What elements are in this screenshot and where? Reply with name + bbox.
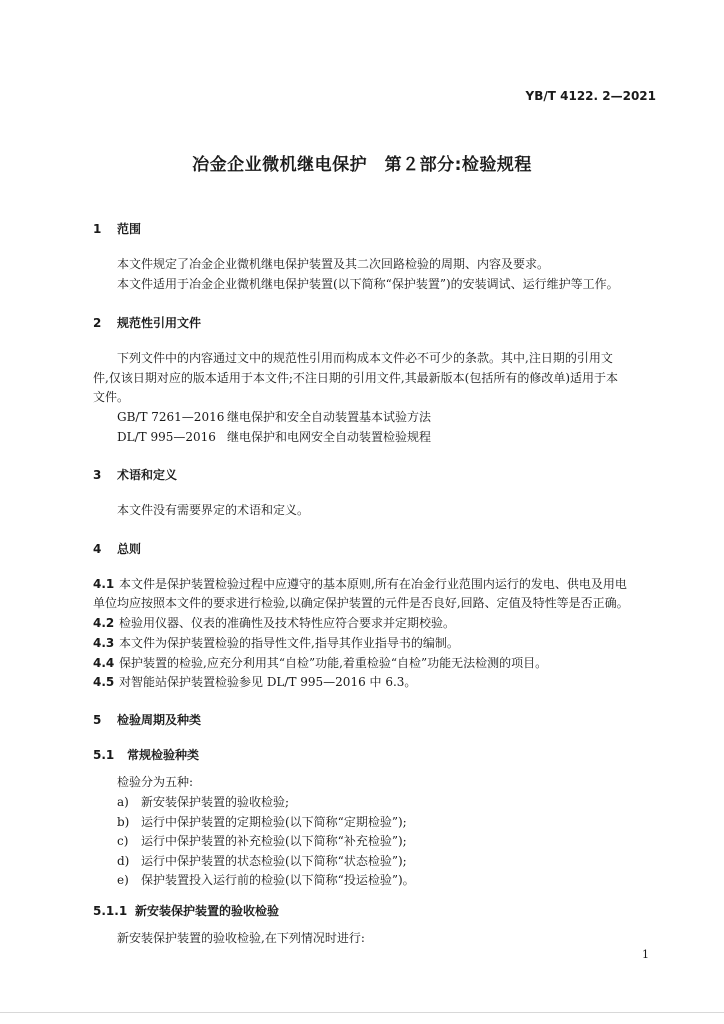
subsection-title: 常规检验种类: [127, 748, 200, 762]
clause-text-line: 保护装置的检验,应充分利用其“自检”功能,着重检验“自检”功能无法检测的项目。: [119, 656, 548, 670]
clause-text-line: 对智能站保护装置检验参见 DL/T 995—2016 中 6.3。: [119, 675, 417, 689]
reference-title: 继电保护和电网安全自动装置检验规程: [227, 430, 432, 444]
section-2-paragraph-line-2: 件,仅该日期对应的版本适用于本文件;不注日期的引用文件,其最新版本(包括所有的修改单)适用于本: [93, 371, 619, 385]
list-text: 运行中保护装置的状态检验(以下简称“状态检验”);: [141, 854, 407, 868]
clause-4-5: [93, 673, 416, 690]
subsection-5-1-1-heading: [93, 902, 279, 919]
section-4-heading: [93, 540, 141, 557]
document-title: 冶金企业微机继电保护 第２部分:检验规程: [192, 155, 532, 175]
section-2-heading: [93, 314, 201, 331]
clause-number: 4.4: [93, 656, 115, 670]
list-item: [117, 832, 407, 850]
list-marker: a): [117, 795, 129, 809]
reference-code: GB/T 7261—2016: [117, 410, 225, 424]
clause-text-line: 本文件是保护装置检验过程中应遵守的基本原则,所有在冶金行业范围内运行的发电、供电及用电: [119, 577, 627, 591]
list-marker: b): [117, 815, 130, 829]
page-number: 1: [642, 948, 649, 961]
list-text: 运行中保护装置的定期检验(以下简称“定期检验”);: [141, 815, 407, 829]
section-title: 规范性引用文件: [117, 316, 202, 330]
clause-text-line: 本文件为保护装置检验的指导性文件,指导其作业指导书的编制。: [119, 636, 459, 650]
reference-title: 继电保护和安全自动装置基本试验方法: [227, 410, 432, 424]
section-3-paragraph: 本文件没有需要界定的术语和定义。: [117, 503, 310, 517]
section-title: 术语和定义: [117, 468, 178, 482]
list-marker: c): [117, 834, 129, 848]
section-number: 2: [93, 316, 102, 330]
list-item: [117, 871, 415, 889]
reference-item: [117, 408, 431, 426]
section-title: 检验周期及种类: [117, 713, 202, 727]
clause-number: 4.5: [93, 675, 115, 689]
reference-item: [117, 428, 431, 446]
section-5-heading: [93, 711, 201, 728]
clause-4-2: [93, 614, 455, 631]
section-title: 范围: [117, 222, 142, 236]
subsection-number: 5.1.1: [93, 904, 128, 918]
clause-4-4: [93, 654, 547, 671]
page-bottom-divider: [0, 1012, 724, 1013]
section-1-paragraph-2: 本文件适用于冶金企业微机继电保护装置(以下简称“保护装置”)的安装调试、运行维护等工作。: [117, 277, 619, 291]
subsection-number: 5.1: [93, 748, 115, 762]
list-item: [117, 852, 407, 870]
subsection-5-1-intro: 检验分为五种:: [117, 775, 194, 789]
section-1-heading: [93, 220, 141, 237]
section-number: 4: [93, 542, 102, 556]
section-2-paragraph-line-1: 下列文件中的内容通过文中的规范性引用而构成本文件必不可少的条款。其中,注日期的引用文: [117, 351, 613, 365]
list-marker: d): [117, 854, 130, 868]
list-item: [117, 813, 407, 831]
subsection-5-1-heading: [93, 746, 199, 763]
list-text: 新安装保护装置的验收检验;: [141, 795, 290, 809]
subsection-title: 新安装保护装置的验收检验: [135, 904, 280, 918]
clause-4-1-continuation: 单位均应按照本文件的要求进行检验,以确定保护装置的元件是否良好,回路、定值及特性等是否正确。: [93, 596, 629, 610]
clause-number: 4.3: [93, 636, 115, 650]
section-3-heading: [93, 466, 177, 483]
list-text: 运行中保护装置的补充检验(以下简称“补充检验”);: [141, 834, 407, 848]
clause-text-line: 检验用仪器、仪表的准确性及技术特性应符合要求并定期校验。: [119, 616, 456, 630]
subsection-5-1-1-paragraph: 新安装保护装置的验收检验,在下列情况时进行:: [117, 931, 365, 945]
section-title: 总则: [117, 542, 142, 556]
clause-number: 4.2: [93, 616, 115, 630]
reference-code: DL/T 995—2016: [117, 430, 216, 444]
section-number: 1: [93, 222, 102, 236]
standard-number: YB/T 4122. 2—2021: [525, 89, 656, 103]
section-number: 5: [93, 713, 102, 727]
list-marker: e): [117, 873, 129, 887]
section-number: 3: [93, 468, 102, 482]
section-2-paragraph-line-3: 文件。: [93, 390, 130, 404]
list-text: 保护装置投入运行前的检验(以下简称“投运检验”)。: [141, 873, 415, 887]
clause-4-3: [93, 634, 459, 651]
clause-4-1: [93, 575, 627, 592]
list-item: [117, 793, 289, 811]
section-1-paragraph-1: 本文件规定了冶金企业微机继电保护装置及其二次回路检验的周期、内容及要求。: [117, 257, 550, 271]
clause-number: 4.1: [93, 577, 115, 591]
